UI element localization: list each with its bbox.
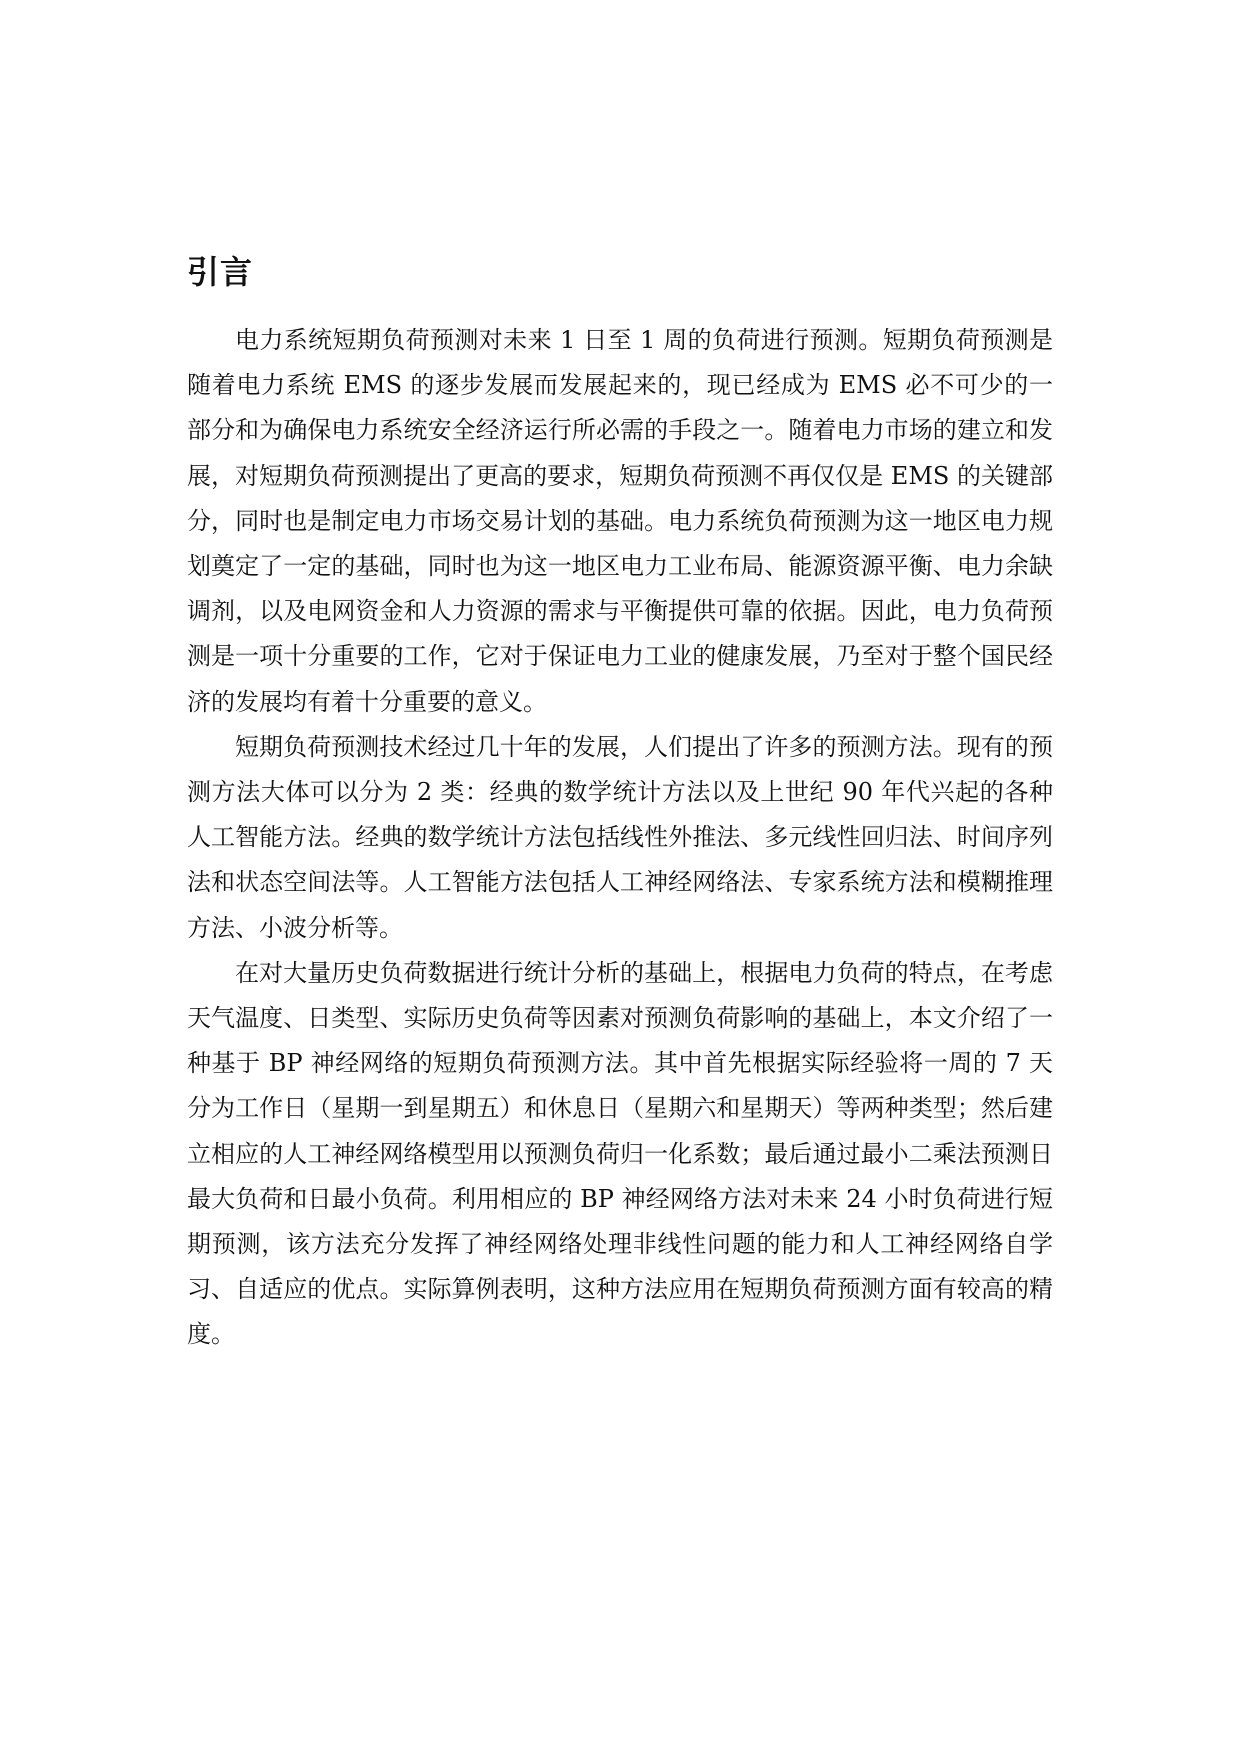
section-title: 引言 [187,253,254,291]
paragraph-3: 在对大量历史负荷数据进行统计分析的基础上，根据电力负荷的特点，在考虑天气温度、日类型、实际历史负荷等因素对预测负荷影响的基础上，本文介绍了一种基于 BP 神经网络的短期负荷预测方法。其中首先根据实际经验将一周的 7 天分为工作日（星期一到星期五）和休息日（星期六和星期天）等两种类型；然后建立相应的人工神经网络模型用以预测负荷归一化系数；最后通过最小二乘法预测日最大负荷和日最小负荷。利用相应的 BP 神经网络方法对未来 24 小时负荷进行短期预测，该方法充分发挥了神经网络处理非线性问题的能力和人工神经网络自学习、自适应的优点。实际算例表明，这种方法应用在短期负荷预测方面有较高的精度。 [187,958,1053,1349]
section-body [187,318,1053,1358]
paragraph-2: 短期负荷预测技术经过几十年的发展，人们提出了许多的预测方法。现有的预测方法大体可以分为 2 类：经典的数学统计方法以及上世纪 90 年代兴起的各种人工智能方法。经典的数学统计方法包括线性外推法、多元线性回归法、时间序列法和状态空间法等。人工智能方法包括人工神经网络法、专家系统方法和模糊推理方法、小波分析等。 [187,732,1053,942]
paragraph-1: 电力系统短期负荷预测对未来 1 日至 1 周的负荷进行预测。短期负荷预测是随着电力系统 EMS 的逐步发展而发展起来的，现已经成为 EMS 必不可少的一部分和为确保电力系统安全经济运行所必需的手段之一。随着电力市场的建立和发展，对短期负荷预测提出了更高的要求，短期负荷预测不再仅仅是 EMS 的关键部分，同时也是制定电力市场交易计划的基础。电力系统负荷预测为这一地区电力规划奠定了一定的基础，同时也为这一地区电力工业布局、能源资源平衡、电力余缺调剂，以及电网资金和人力资源的需求与平衡提供可靠的依据。因此，电力负荷预测是一项十分重要的工作，它对于保证电力工业的健康发展，乃至对于整个国民经济的发展均有着十分重要的意义。 [187,326,1053,716]
